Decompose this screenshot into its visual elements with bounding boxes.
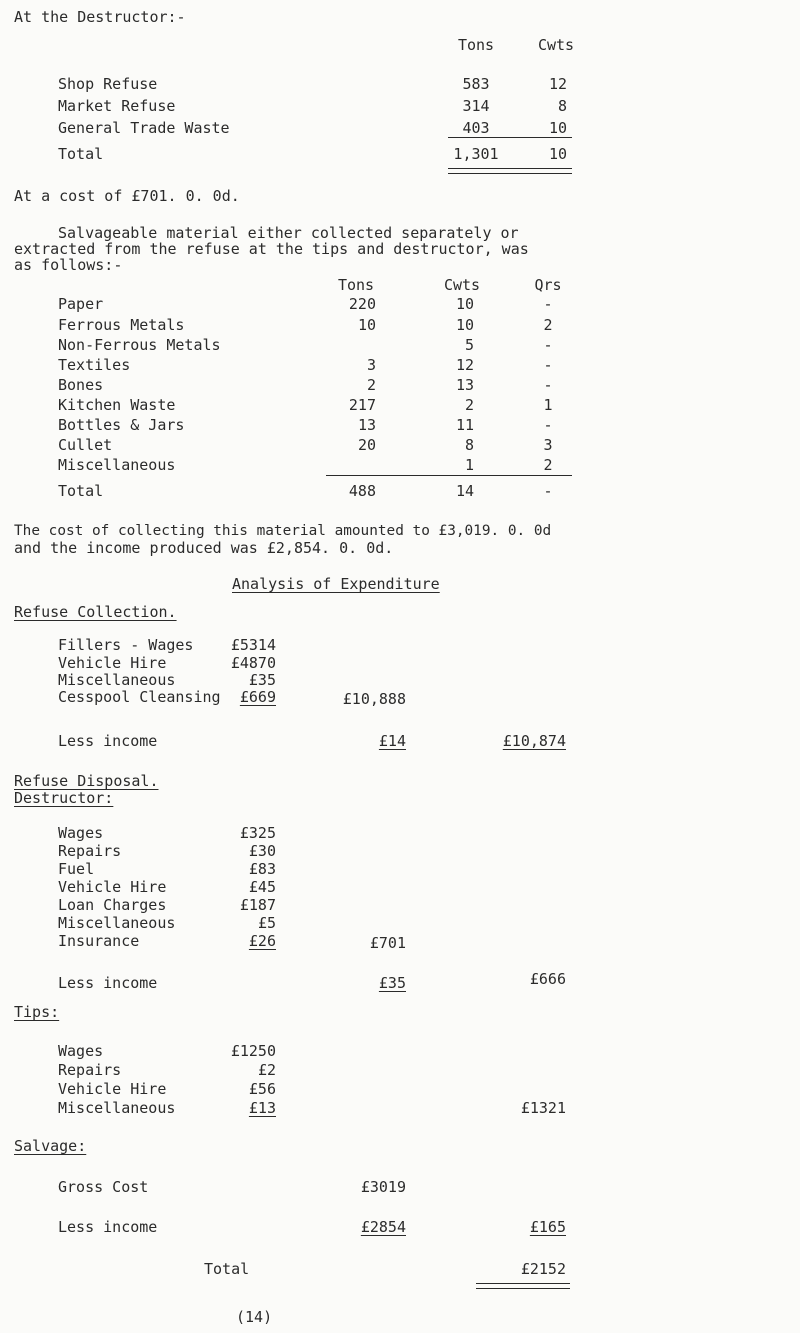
tips-heading: Tips: <box>14 1003 60 1021</box>
salvage-less-amount: £2854 <box>360 1218 406 1236</box>
total-tons: 1,301 <box>453 145 499 163</box>
disposal-item-amount: £187 <box>239 896 276 914</box>
disposal-item-label: Insurance <box>58 932 140 950</box>
row-cwts: 12 <box>548 75 567 93</box>
row-tons: 2 <box>366 376 376 394</box>
disposal-subtotal: £701 <box>369 934 406 952</box>
salvage-cost-line-2: and the income produced was £2,854. 0. 0d. <box>14 539 394 557</box>
tips-item-amount: £56 <box>248 1080 276 1098</box>
collection-item-label: Fillers - Wages <box>58 636 194 654</box>
collection-less-label: Less income <box>58 732 158 750</box>
row-cwts: 1 <box>464 456 474 474</box>
col-tons-header: Tons <box>457 36 495 54</box>
disposal-item-label: Repairs <box>58 842 122 860</box>
collection-heading: Refuse Collection. <box>14 603 177 621</box>
disposal-item-label: Fuel <box>58 860 95 878</box>
tips-item-label: Wages <box>58 1042 104 1060</box>
col-tons-header: Tons <box>337 276 375 294</box>
subtotal-rule <box>326 475 572 476</box>
row-cwts: 10 <box>455 316 474 334</box>
row-label: Non-Ferrous Metals <box>58 336 221 354</box>
collection-item-label: Miscellaneous <box>58 671 176 689</box>
disposal-item-amount: £30 <box>248 842 276 860</box>
total-label: Total <box>58 482 104 500</box>
destructor-subheading: Destructor: <box>14 789 114 807</box>
collection-item-amount: £5314 <box>230 636 276 654</box>
disposal-less-amount: £35 <box>378 974 406 992</box>
tips-item-label: Miscellaneous <box>58 1099 176 1117</box>
disposal-item-amount: £325 <box>239 824 276 842</box>
salvage-intro-line-2: extracted from the refuse at the tips and destructor, was <box>14 240 529 258</box>
col-cwts-header: Cwts <box>537 36 575 54</box>
col-qrs-header: Qrs <box>534 276 562 294</box>
collection-net: £10,874 <box>502 732 566 750</box>
total-label: Total <box>58 145 104 163</box>
total-double-rule <box>448 168 572 174</box>
collection-item-label: Vehicle Hire <box>58 654 167 672</box>
disposal-item-amount: £5 <box>257 914 276 932</box>
salvage-net: £165 <box>529 1218 566 1236</box>
destructor-heading: At the Destructor:- <box>14 8 186 26</box>
row-label: Shop Refuse <box>58 75 158 93</box>
tips-item-amount: £1250 <box>230 1042 276 1060</box>
tips-item-amount: £13 <box>248 1099 276 1117</box>
disposal-net: £666 <box>529 970 566 988</box>
row-cwts: 12 <box>455 356 474 374</box>
subtotal-rule <box>448 137 572 138</box>
salvage-less-label: Less income <box>58 1218 158 1236</box>
row-tons: 20 <box>357 436 376 454</box>
row-qrs: 1 <box>543 396 553 414</box>
row-label: Cullet <box>58 436 113 454</box>
row-tons: 3 <box>366 356 376 374</box>
disposal-heading: Refuse Disposal. <box>14 772 159 790</box>
collection-item-amount: £35 <box>248 671 276 689</box>
row-tons: 583 <box>462 75 490 93</box>
row-cwts: 13 <box>455 376 474 394</box>
tips-item-amount: £2 <box>257 1061 276 1079</box>
row-cwts: 10 <box>455 295 474 313</box>
row-label: Bottles & Jars <box>58 416 185 434</box>
row-qrs: - <box>543 295 553 313</box>
collection-item-label: Cesspool Cleansing <box>58 688 221 706</box>
row-cwts: 5 <box>464 336 474 354</box>
tips-net: £1321 <box>520 1099 566 1117</box>
tips-item-label: Vehicle Hire <box>58 1080 167 1098</box>
row-qrs: 2 <box>543 456 553 474</box>
disposal-less-label: Less income <box>58 974 158 992</box>
row-qrs: 2 <box>543 316 553 334</box>
tips-item-label: Repairs <box>58 1061 122 1079</box>
row-qrs: - <box>543 416 553 434</box>
row-cwts: 2 <box>464 396 474 414</box>
row-cwts: 11 <box>455 416 474 434</box>
total-cwts: 10 <box>548 145 567 163</box>
disposal-item-label: Loan Charges <box>58 896 167 914</box>
row-tons: 13 <box>357 416 376 434</box>
disposal-item-label: Wages <box>58 824 104 842</box>
grand-total-amount: £2152 <box>520 1260 566 1278</box>
page-number: (14) <box>236 1308 273 1326</box>
disposal-item-label: Vehicle Hire <box>58 878 167 896</box>
collection-less-amount: £14 <box>378 732 406 750</box>
row-label: General Trade Waste <box>58 119 230 137</box>
grand-total-double-rule <box>476 1283 570 1289</box>
row-label: Kitchen Waste <box>58 396 176 414</box>
salvage-gross-label: Gross Cost <box>58 1178 149 1196</box>
row-tons: 314 <box>462 97 490 115</box>
disposal-item-amount: £45 <box>248 878 276 896</box>
row-tons: 10 <box>357 316 376 334</box>
collection-subtotal: £10,888 <box>342 690 406 708</box>
total-cwts: 14 <box>455 482 474 500</box>
disposal-item-label: Miscellaneous <box>58 914 176 932</box>
row-cwts: 8 <box>557 97 567 115</box>
row-label: Ferrous Metals <box>58 316 185 334</box>
total-qrs: - <box>543 482 553 500</box>
row-label: Bones <box>58 376 104 394</box>
row-label: Miscellaneous <box>58 456 176 474</box>
row-tons: 403 <box>462 119 490 137</box>
salvage-gross-amount: £3019 <box>360 1178 406 1196</box>
grand-total-label: Total <box>204 1260 250 1278</box>
salvage-intro-line-1: Salvageable material either collected separately or <box>58 224 519 242</box>
salvage-cost-line-1: The cost of collecting this material amounted to £3,019. 0. 0d <box>14 523 552 539</box>
row-label: Market Refuse <box>58 97 176 115</box>
disposal-item-amount: £83 <box>248 860 276 878</box>
row-label: Textiles <box>58 356 131 374</box>
collection-item-amount: £4870 <box>230 654 276 672</box>
salvage-expenditure-heading: Salvage: <box>14 1137 87 1155</box>
salvage-intro-line-3: as follows:- <box>14 256 123 274</box>
collection-item-amount: £669 <box>239 688 276 706</box>
col-cwts-header: Cwts <box>443 276 481 294</box>
row-label: Paper <box>58 295 104 313</box>
destructor-cost: At a cost of £701. 0. 0d. <box>14 187 240 205</box>
disposal-item-amount: £26 <box>248 932 276 950</box>
row-cwts: 8 <box>464 436 474 454</box>
row-qrs: - <box>543 376 553 394</box>
analysis-heading: Analysis of Expenditure <box>232 575 440 593</box>
row-qrs: 3 <box>543 436 553 454</box>
row-cwts: 10 <box>548 119 567 137</box>
row-qrs: - <box>543 336 553 354</box>
row-tons: 220 <box>348 295 376 313</box>
total-tons: 488 <box>348 482 376 500</box>
row-tons: 217 <box>348 396 376 414</box>
row-qrs: - <box>543 356 553 374</box>
